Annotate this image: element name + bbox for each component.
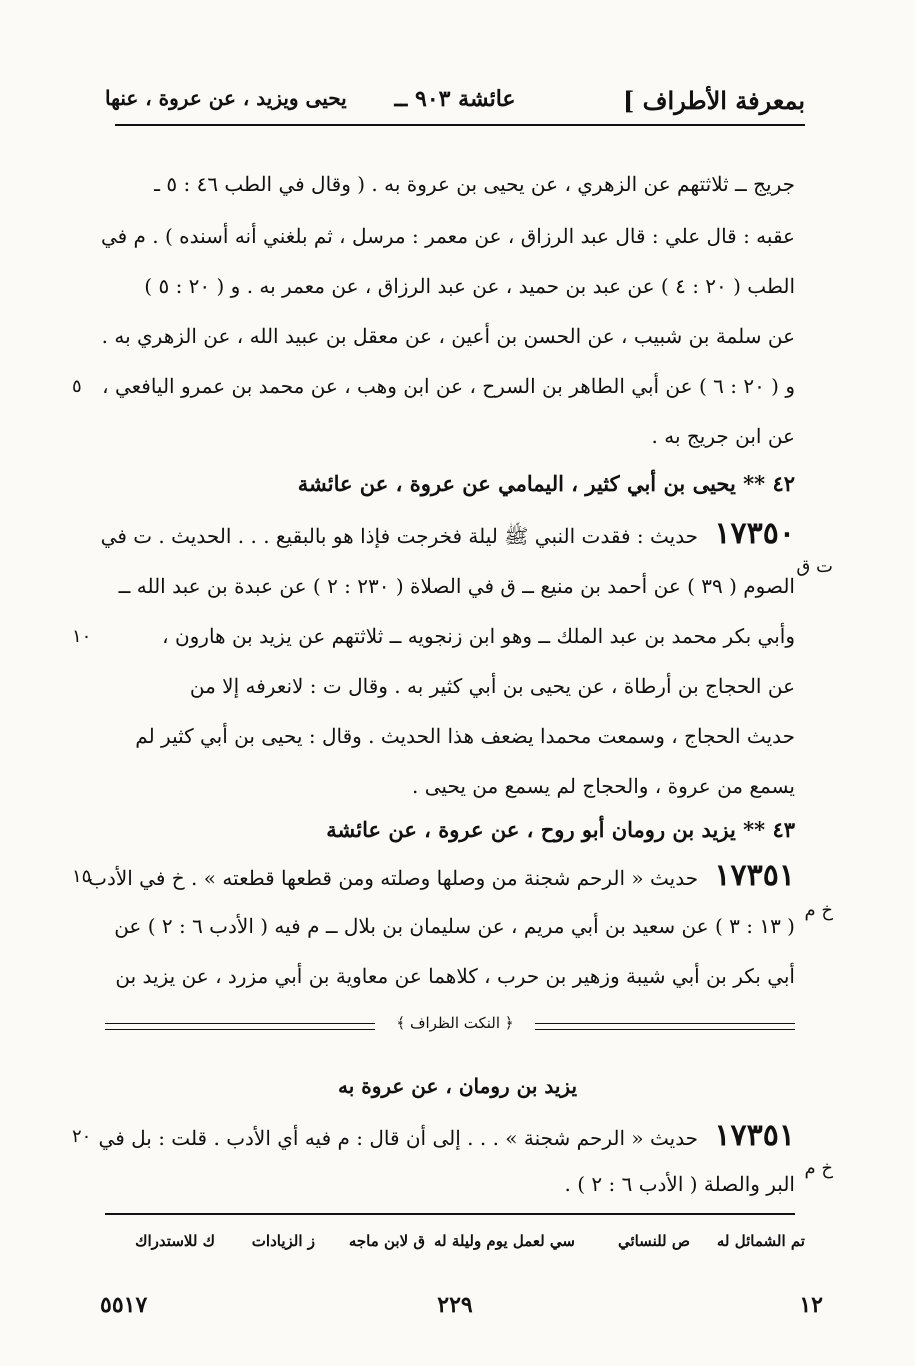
text-line: البر والصلة ( الأدب ٦ : ٢ ) . bbox=[564, 1172, 795, 1196]
hadith-number: ١٧٣٥١ bbox=[714, 858, 795, 893]
section-title: يحيى بن أبي كثير ، اليمامي عن عروة ، عن عائشة bbox=[297, 471, 736, 496]
text-line: عن ابن جريج به . bbox=[651, 424, 795, 448]
section-number: ٤٣ ** bbox=[743, 817, 795, 842]
section-number: ٤٢ ** bbox=[743, 471, 795, 496]
text-line: و ( ٢٠ : ٦ ) عن أبي الطاهر بن السرح ، عن ابن وهب ، عن محمد بن عمرو اليافعي ، bbox=[102, 374, 795, 398]
text-line: جريج ــ ثلاثتهم عن الزهري ، عن يحيى بن عروة به . ( وقال في الطب ٤٦ : ٥ ـ bbox=[154, 172, 795, 196]
hadith-line bbox=[100, 516, 795, 551]
line-number: ٥ bbox=[72, 376, 82, 397]
hadith-text: حديث « الرحم شجنة » . . . إلى أن قال : م فيه أي الأدب . قلت : بل في bbox=[98, 1126, 699, 1150]
margin-code: خ م bbox=[804, 1158, 833, 1179]
margin-code: خ م bbox=[804, 900, 833, 921]
hadith-line bbox=[88, 858, 795, 893]
text-line: الصوم ( ٣٩ ) عن أحمد بن منيع ــ ق في الصلاة ( ٢٣٠ : ٢ ) عن عبدة بن عبد الله ــ bbox=[118, 574, 795, 598]
nukat-separator-label: ﴿ النكت الظراف ﴾ bbox=[375, 1014, 535, 1032]
hadith-text: حديث « الرحم شجنة من وصلها وصلته ومن قطعها قطعته » . خ في الأدب bbox=[88, 866, 699, 890]
serial-number: ٥٥١٧ bbox=[100, 1292, 148, 1318]
abbreviation: ق لابن ماجه bbox=[348, 1232, 425, 1250]
nukat-heading: يزيد بن رومان ، عن عروة به bbox=[337, 1074, 578, 1098]
text-line: يسمع من عروة ، والحجاج لم يسمع من يحيى . bbox=[412, 774, 795, 798]
section-heading bbox=[120, 470, 795, 498]
text-line: عن سلمة بن شبيب ، عن الحسن بن أعين ، عن معقل بن عبيد الله ، عن الزهري به . bbox=[101, 324, 795, 348]
line-number: ١٥ bbox=[72, 866, 92, 887]
text-line: ( ١٣ : ٣ ) عن سعيد بن أبي مريم ، عن سليمان بن بلال ــ م فيه ( الأدب ٦ : ٢ ) عن bbox=[114, 914, 795, 938]
line-number: ٢٠ bbox=[72, 1126, 92, 1147]
volume-number: ١٢ bbox=[799, 1292, 823, 1318]
hadith-number: ١٧٣٥١ bbox=[714, 1118, 795, 1153]
text-line: عن الحجاج بن أرطاة ، عن يحيى بن أبي كثير به . وقال ت : لانعرفه إلا من bbox=[189, 674, 795, 698]
text-line: الطب ( ٢٠ : ٤ ) عن عبد بن حميد ، عن عبد الرزاق ، عن معمر به . و ( ٢٠ : ٥ ) bbox=[144, 274, 795, 298]
text-line: عقبه : قال علي : قال عبد الرزاق ، عن معمر : مرسل ، ثم بلغني أنه أسنده ) . م في bbox=[100, 224, 795, 248]
text-line: أبي بكر بن أبي شيبة وزهير بن حرب ، كلاهما عن معاوية بن أبي مزرد ، عن يزيد بن bbox=[115, 964, 795, 988]
abbreviation: تم الشمائل له bbox=[716, 1232, 805, 1250]
abbreviation: ك للاستدراك bbox=[135, 1232, 215, 1250]
section-title: يزيد بن رومان أبو روح ، عن عروة ، عن عائشة bbox=[326, 817, 736, 842]
running-header-left: يحيى ويزيد ، عن عروة ، عنها bbox=[105, 86, 347, 110]
text-line: حديث الحجاج ، وسمعت محمدا يضعف هذا الحديث . وقال : يحيى بن أبي كثير لم bbox=[135, 724, 795, 748]
text-line: وأبي بكر محمد بن عبد الملك ــ وهو ابن زنجويه ــ ثلاثتهم عن يزيد بن هارون ، bbox=[162, 624, 795, 648]
running-title: بمعرفة الأطراف ] bbox=[622, 86, 805, 115]
abbreviation: ز الزيادات bbox=[251, 1232, 315, 1250]
hadith-number: ١٧٣٥٠ bbox=[714, 516, 795, 551]
abbreviation: ص للنسائي bbox=[617, 1232, 690, 1250]
section-heading bbox=[120, 816, 795, 844]
header-rule bbox=[115, 124, 805, 126]
hadith-line bbox=[98, 1118, 795, 1153]
line-number: ١٠ bbox=[72, 626, 92, 647]
footnote-rule bbox=[105, 1213, 795, 1215]
hadith-text: حديث : فقدت النبي ﷺ ليلة فخرجت فإذا هو بالبقيع . . . الحديث . ت في bbox=[100, 524, 699, 548]
margin-code: ت ق bbox=[796, 556, 833, 577]
running-header-center: عائشة ٩٠٣ ــ bbox=[394, 86, 516, 112]
page-number: ٢٢٩ bbox=[437, 1292, 473, 1318]
abbreviation: سي لعمل يوم وليلة له bbox=[434, 1232, 575, 1250]
